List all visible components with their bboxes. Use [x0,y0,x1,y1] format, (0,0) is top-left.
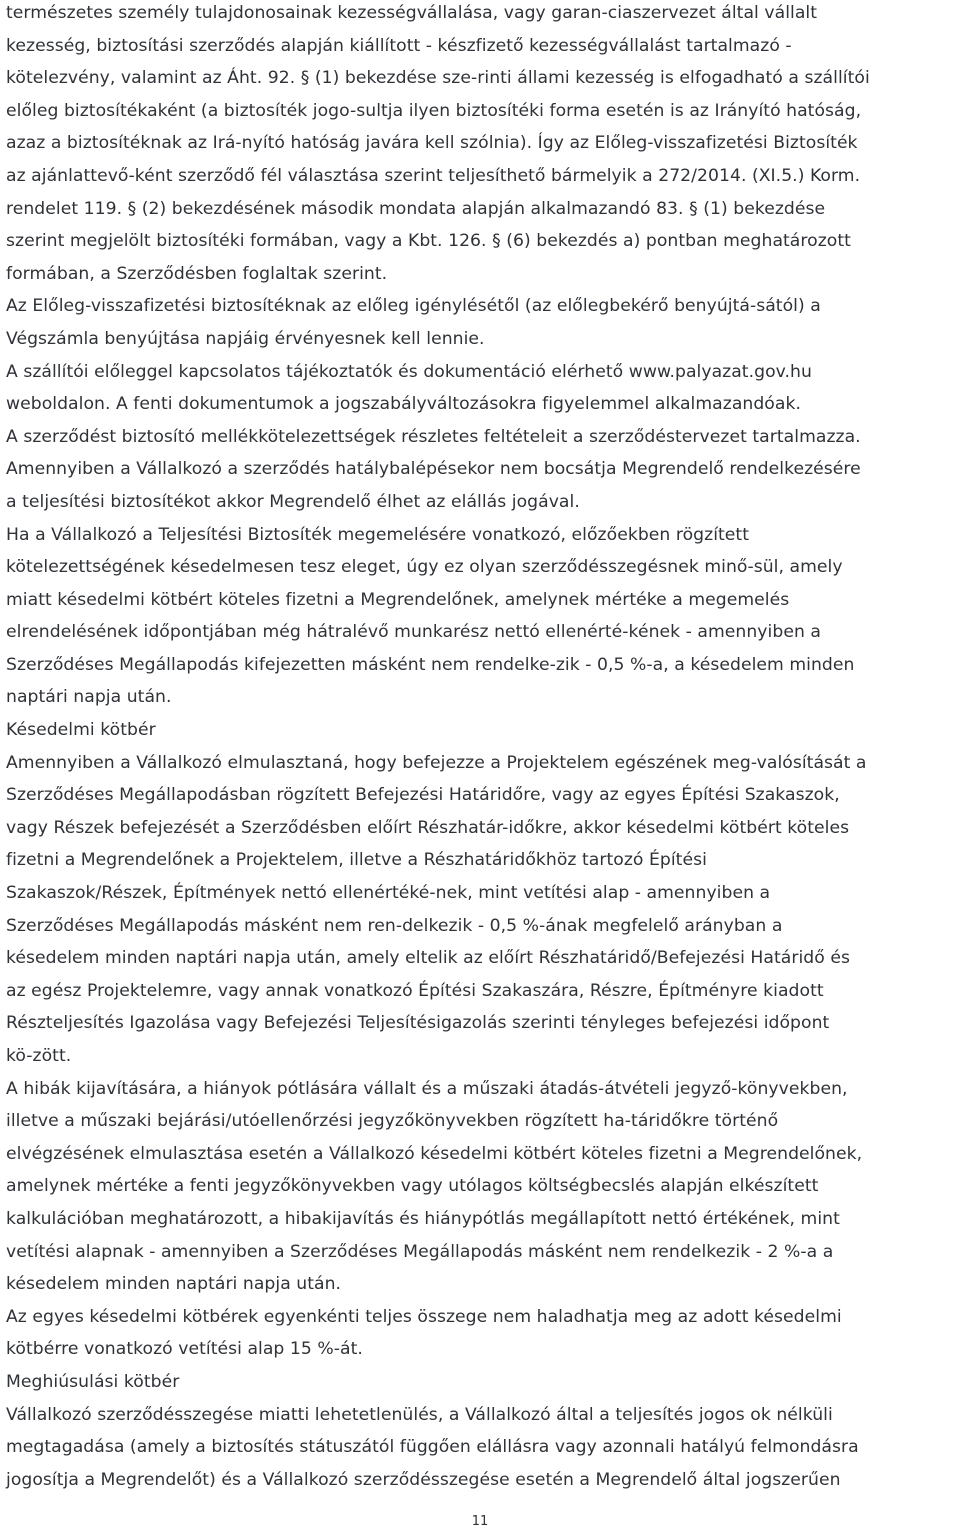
text-line: kö-zött. [6,1046,72,1066]
text-line: Végszámla benyújtása napjáig érvényesnek kell lennie. [6,328,485,349]
text-line: Vállalkozó szerződésszegése miatti lehetetlenülés, a Vállalkozó által a teljesítés jogos ok nélküli [6,1404,833,1425]
text-line: weboldalon. A fenti dokumentumok a jogszabályváltozásokra figyelemmel alkalmazandóak. [6,394,801,415]
text-line: természetes személy tulajdonosainak kezességvállalása, vagy garan-ciaszervezet által vállalt [6,3,818,23]
text-line: szerint megjelölt biztosítéki formában, vagy a Kbt. 126. § (6) bekezdés a) pontban meghatározott [6,231,851,252]
text-line: vagy Részek befejezését a Szerződésben előírt Részhatár-időkre, akkor késedelmi kötbért köteles [6,817,850,838]
text-line: A szerződést biztosító mellékkötelezettségek részletes feltételeit a szerződéstervezet tartalmazza. [6,426,861,447]
text-line: Szerződéses Megállapodás másként nem ren-delkezik - 0,5 %-ának megfelelő arányban a [6,915,783,936]
text-line: előleg biztosítékaként (a biztosíték jogo-sultja ilyen biztosítéki forma esetén is az Irányító hatóság, [6,100,862,121]
text-line: megtagadása (amely a biztosítés státuszától függően elállásra vagy azonnali hatályú felmondásra [6,1437,859,1458]
text-line: Szerződéses Megállapodás kifejezetten másként nem rendelke-zik - 0,5 %-a, a késedelem minden [6,654,855,675]
text-line: rendelet 119. § (2) bekezdésének második mondata alapján alkalmazandó 83. § (1) bekezdése [6,198,826,219]
text-line: késedelem minden naptári napja után, amely eltelik az előírt Részhatáridő/Befejezési Határidő és [6,948,850,969]
text-line: A hibák kijavítására, a hiányok pótlására vállalt és a műszaki átadás-átvételi jegyző-könyvekben, [6,1078,848,1099]
text-line: kötbérre vonatkozó vetítési alap 15 %-át. [6,1339,363,1360]
text-line: Az egyes késedelmi kötbérek egyenkénti teljes összege nem haladhatja meg az adott késedelmi [6,1306,842,1327]
text-line: miatt késedelmi kötbért köteles fizetni a Megrendelőnek, amelynek mértéke a megemelés [6,589,790,610]
text-line: kezesség, biztosítási szerződés alapján kiállított - készfizető kezességvállalást tartalmazó - [6,35,792,56]
text-line: Részteljesítés Igazolása vagy Befejezési Teljesítésigazolás szerinti tényleges befejezési időpont [6,1013,830,1034]
text-line: elvégzésének elmulasztása esetén a Vállalkozó késedelmi kötbért köteles fizetni a Megrendelőnek, [6,1143,863,1164]
text-line: a teljesítési biztosítékot akkor Megrendelő élhet az elállás jogával. [6,491,580,512]
document-body [6,0,956,1496]
text-line: Amennyiben a Vállalkozó elmulasztaná, hogy befejezze a Projektelem egészének meg-valósítását a [6,752,867,773]
text-line: jogosítja a Megrendelőt) és a Vállalkozó szerződésszegése esetén a Megrendelő által jogszerűen [6,1469,841,1490]
text-line: Szakaszok/Részek, Építmények nettó ellenértéké-nek, mint vetítési alap - amennyiben a [6,883,771,904]
text-line: amelynek mértéke a fenti jegyzőkönyvekben vagy utólagos költségbecslés alapján elkészített [6,1176,819,1197]
text-line: az ajánlattevő-ként szerződő fél választása szerint teljesíthető bármelyik a 272/2014. (XI.5.) Korm. [6,165,861,186]
text-line: kötelezettségének késedelmesen tesz eleget, úgy ez olyan szerződésszegésnek minő-sül, amely [6,557,843,578]
text-line: kötelezvény, valamint az Áht. 92. § (1) bekezdése sze-rinti állami kezesség is elfogadható a szállítói [6,68,870,89]
text-line: kalkulációban meghatározott, a hibakijavítás és hiánypótlás megállapított nettó értékének, mint [6,1208,840,1229]
text-line: illetve a műszaki bejárási/utóellenőrzési jegyzőkönyvekben rögzített ha-táridőkre történő [6,1111,779,1132]
text-line: Amennyiben a Vállalkozó a szerződés hatálybalépésekor nem bocsátja Megrendelő rendelkezésére [6,459,861,480]
text-line: Szerződéses Megállapodásban rögzített Befejezési Határidőre, vagy az egyes Építési Szakaszok, [6,785,840,806]
text-line: Ha a Vállalkozó a Teljesítési Biztosíték megemelésére vonatkozó, előzőekben rögzített [6,524,750,545]
text-line: vetítési alapnak - amennyiben a Szerződéses Megállapodás másként nem rendelkezik - 2 %-a a [6,1241,834,1262]
text-line: Az Előleg-visszafizetési biztosítéknak az előleg igénylésétől (az előlegbekérő benyújtá-sától) a [6,296,821,317]
page-number: 11 [471,1514,489,1529]
text-line: Meghiúsulási kötbér [6,1371,180,1392]
text-line: A szállítói előleggel kapcsolatos tájékoztatók és dokumentáció elérhető www.palyazat.gov.hu [6,361,812,382]
text-line: naptári napja után. [6,687,172,708]
text-line: azaz a biztosítéknak az Irá-nyító hatóság javára kell szólnia). Így az Előleg-visszafizetési Biztosíték [6,133,858,154]
text-line: az egész Projektelemre, vagy annak vonatkozó Építési Szakaszára, Részre, Építményre kiadott [6,980,824,1001]
text-line: elrendelésének időpontjában még hátralévő munkarész nettó ellenérté-kének - amennyiben a [6,622,821,643]
text-line: fizetni a Megrendelőnek a Projektelem, illetve a Részhatáridőkhöz tartozó Építési [6,850,707,871]
text-line: késedelem minden naptári napja után. [6,1274,342,1295]
text-line: Késedelmi kötbér [6,720,156,741]
text-line: formában, a Szerződésben foglaltak szerint. [6,263,388,284]
